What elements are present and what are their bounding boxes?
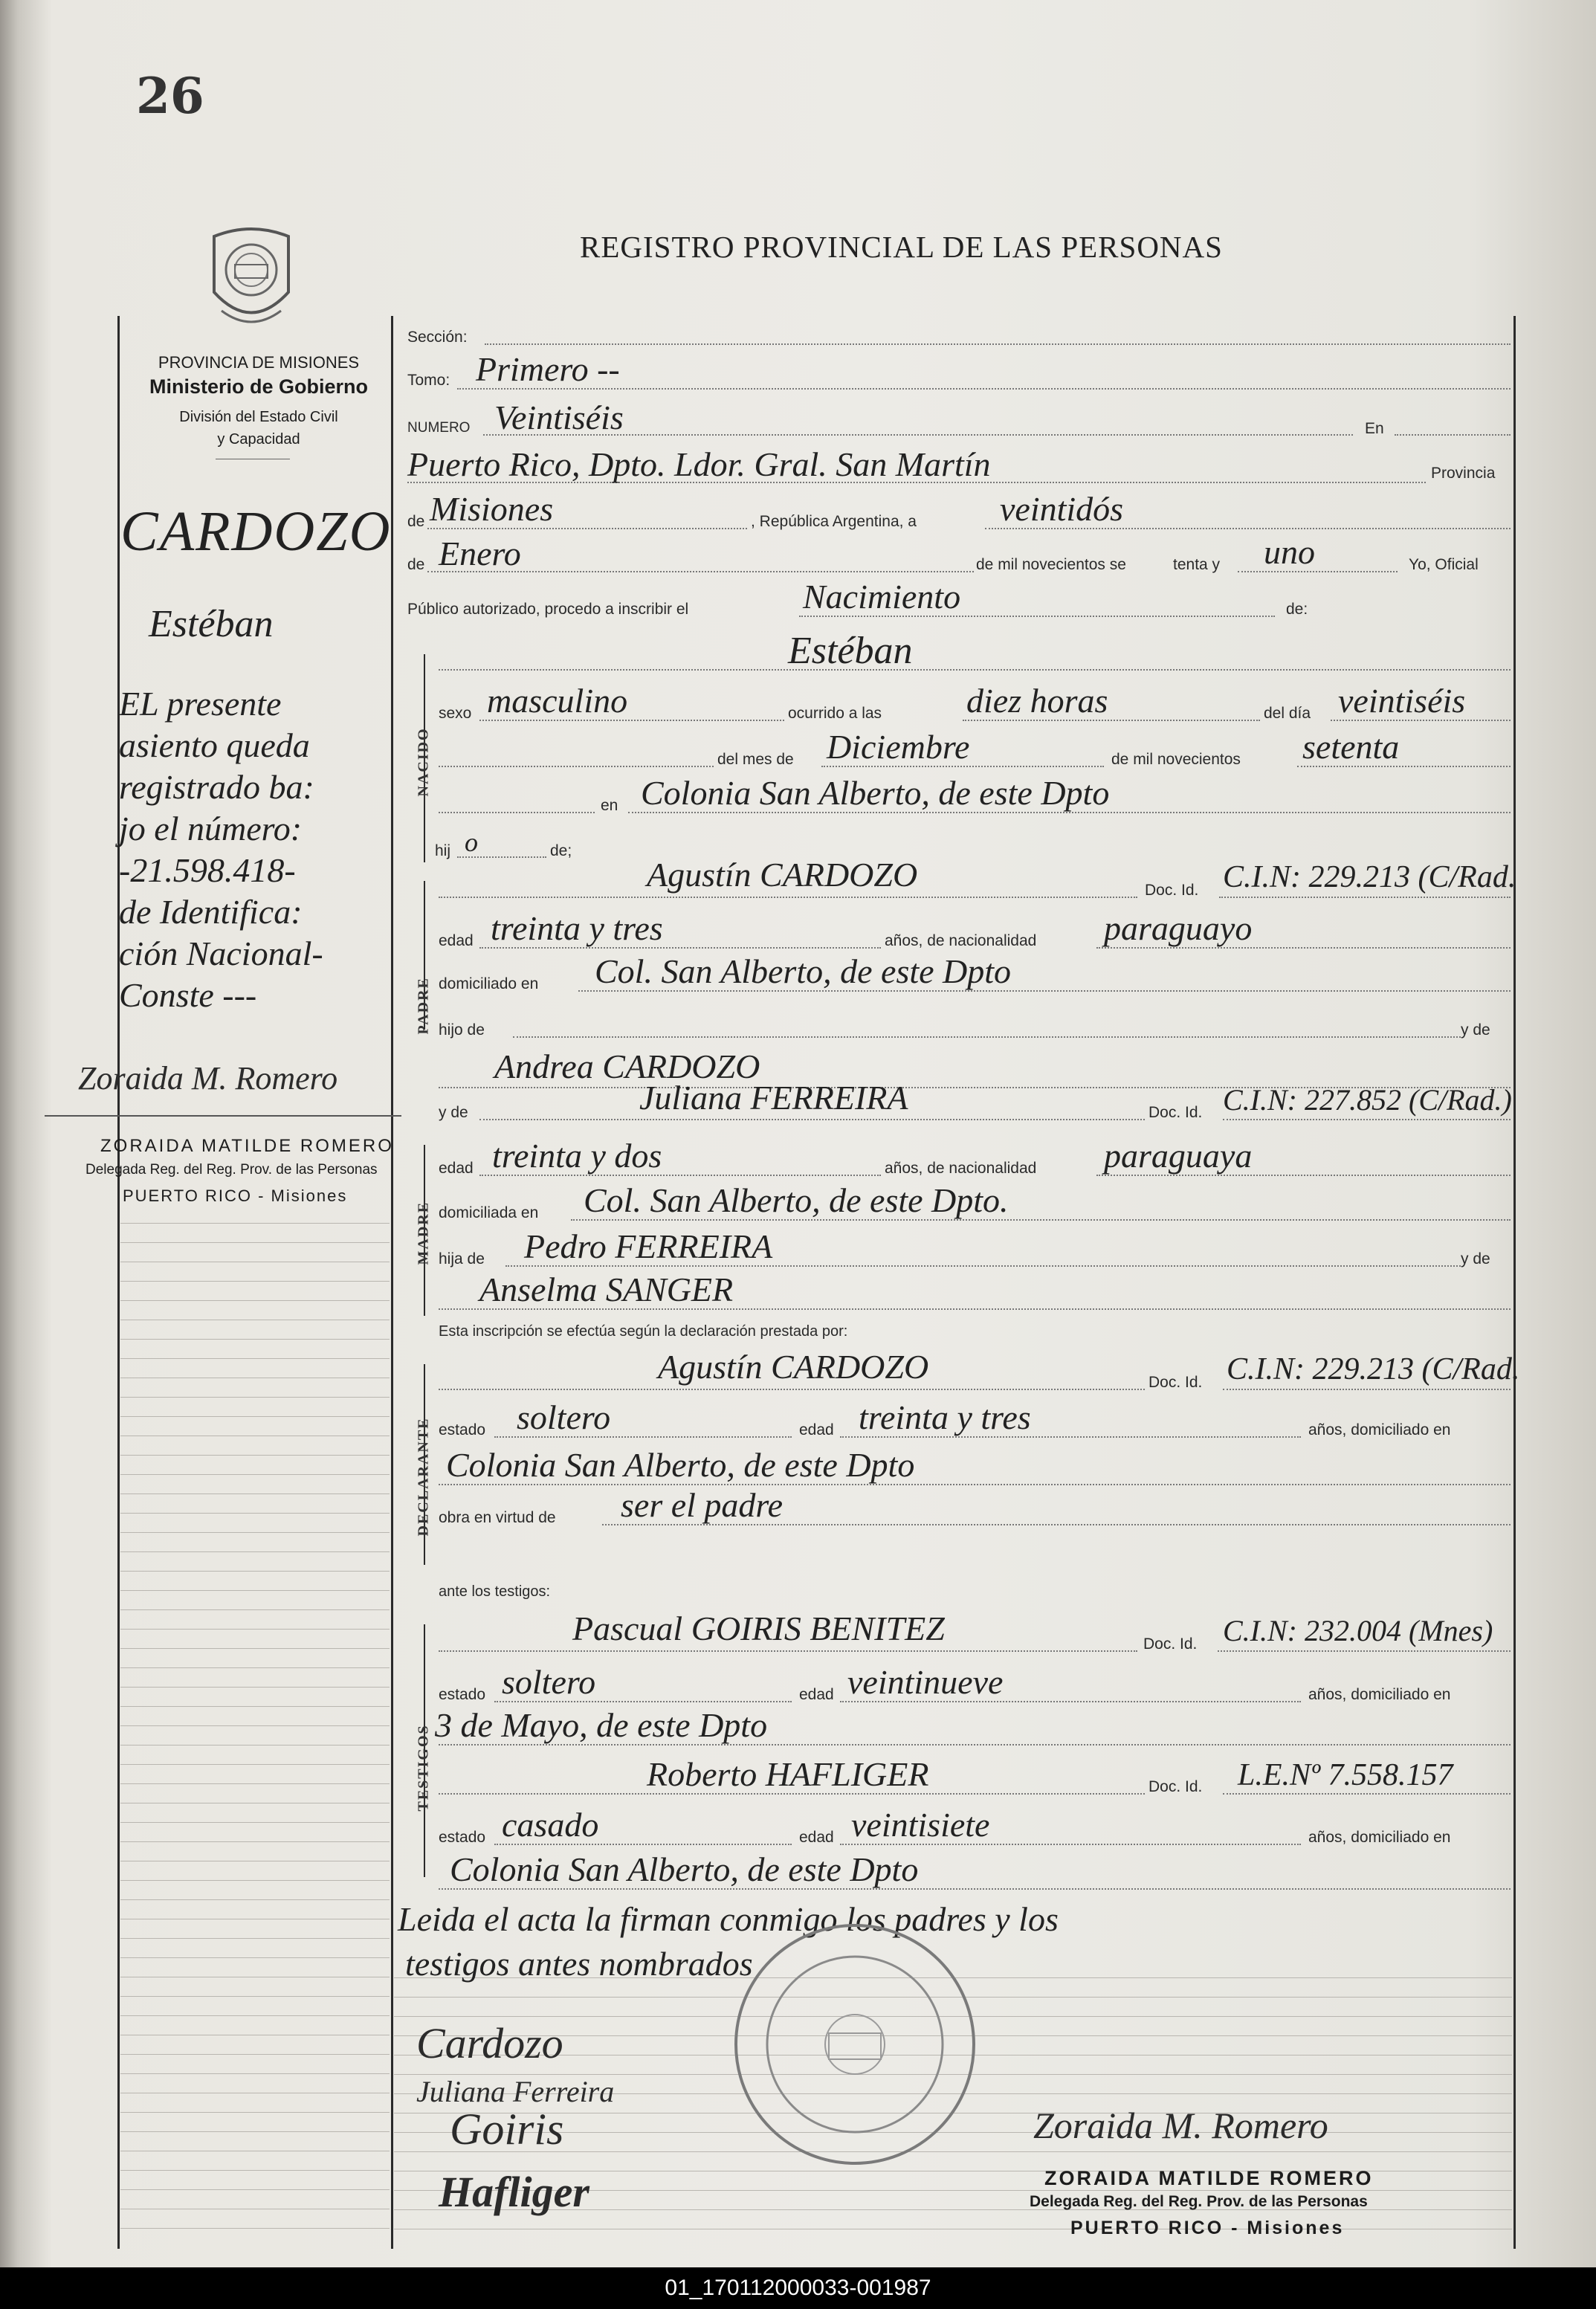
value-declarante-doc: C.I.N: 229.213 (C/Rad. <box>1227 1352 1520 1386</box>
ruled-line <box>120 1474 390 1475</box>
value-testigo1-domicilio: 3 de Mayo, de este Dpto <box>435 1706 768 1744</box>
label-del-mes: del mes de <box>717 751 794 768</box>
label-testigo2-doc: Doc. Id. <box>1148 1778 1203 1795</box>
label-declarante-doc: Doc. Id. <box>1148 1374 1203 1391</box>
label-provincia: Provincia <box>1431 465 1496 482</box>
value-declarante-edad: treinta y tres <box>859 1398 1031 1436</box>
label-yo-oficial: Yo, Oficial <box>1409 556 1479 573</box>
ruled-line <box>120 1590 390 1591</box>
label-sexo: sexo <box>439 705 472 722</box>
label-en-lugar: en <box>601 797 618 814</box>
ruled-line <box>120 1899 390 1900</box>
value-padre-nombre: Agustín CARDOZO <box>647 856 918 894</box>
value-anio-nacimiento: setenta <box>1302 728 1400 766</box>
registry-title: REGISTRO PROVINCIAL DE LAS PERSONAS <box>580 230 1223 264</box>
value-madre-nombre: Juliana FERREIRA <box>639 1079 908 1117</box>
ruled-line <box>120 1706 390 1707</box>
label-testigo1-estado: estado <box>439 1686 486 1703</box>
ruled-line <box>120 1551 390 1552</box>
label-testigo2-edad: edad <box>799 1829 834 1846</box>
dots-en-pre <box>439 812 595 813</box>
label-declarante-anos-dom: años, domiciliado en <box>1308 1421 1451 1438</box>
value-lugar-nacimiento: Colonia San Alberto, de este Dpto <box>641 774 1110 812</box>
value-declarante-estado: soltero <box>517 1398 611 1436</box>
label-y-de-padre: y de <box>1461 1021 1490 1039</box>
label-numero: NUMERO <box>407 420 471 436</box>
margin-stamp-role: Delegada Reg. del Reg. Prov. de las Personas <box>85 1162 378 1178</box>
ruled-line <box>120 1745 390 1746</box>
margin-signature-line <box>45 1115 401 1117</box>
value-testigo1-edad: veintinueve <box>847 1663 1004 1701</box>
label-de-mil: de mil novecientos se <box>976 556 1126 573</box>
ruled-line <box>120 1629 390 1630</box>
value-padre-doc: C.I.N: 229.213 (C/Rad. <box>1223 860 1516 894</box>
margin-note-line: jo el número: <box>119 810 303 847</box>
label-padre-domicilio: domiciliado en <box>439 975 539 992</box>
page-number: 26 <box>136 67 204 125</box>
margin-note-line: -21.598.418- <box>119 851 296 889</box>
margin-note-line: EL presente <box>119 685 282 723</box>
label-hijo-de: hijo de <box>439 1021 485 1039</box>
value-madre-nacionalidad: paraguaya <box>1104 1137 1253 1175</box>
value-testigo2-estado: casado <box>502 1806 599 1844</box>
dots-testigo1-nombre <box>439 1650 1137 1652</box>
dots-anio-registro <box>1238 571 1398 572</box>
section-label-declarante: DECLARANTE <box>415 1417 432 1537</box>
ruled-line <box>120 1609 390 1610</box>
dots-hijo <box>457 856 546 858</box>
value-mes-nacimiento: Diciembre <box>827 728 970 766</box>
label-publico: Público autorizado, procedo a inscribir el <box>407 601 689 618</box>
coat-of-arms-emblem <box>199 222 303 344</box>
dots-declarante-nombre <box>439 1389 1145 1390</box>
ruled-line <box>120 2131 390 2132</box>
value-hijo: o <box>465 827 478 857</box>
dots-testigo2-doc <box>1223 1793 1511 1795</box>
label-declarante-estado: estado <box>439 1421 486 1438</box>
label-testigo1-edad: edad <box>799 1686 834 1703</box>
label-de-mes: de <box>407 556 425 573</box>
value-anio-registro: uno <box>1264 533 1315 571</box>
section-label-madre: MADRE <box>415 1201 432 1265</box>
ruled-line <box>120 1725 390 1726</box>
value-madre-doc: C.I.N: 227.852 (C/Rad.) <box>1223 1083 1512 1117</box>
closing-statement-line1: Leida el acta la firman conmigo los padres y los <box>398 1900 1059 1938</box>
ruled-line <box>120 1358 390 1359</box>
margin-stamp-name: ZORAIDA MATILDE ROMERO <box>100 1136 394 1156</box>
ruled-line <box>120 2054 390 2055</box>
ruled-line <box>120 2170 390 2171</box>
label-madre-nac: años, de nacionalidad <box>885 1160 1037 1177</box>
ruled-line <box>120 1783 390 1784</box>
ministry-label: Ministerio de Gobierno <box>149 375 369 398</box>
value-abuela-materna: Anselma SANGER <box>479 1270 734 1308</box>
value-testigo1-estado: soltero <box>502 1663 596 1701</box>
dots-hijo-de <box>513 1036 1461 1038</box>
dots-en <box>1395 434 1511 436</box>
ruled-line <box>120 1764 390 1765</box>
dots-padre-nombre <box>439 897 1137 898</box>
label-de-padres: de; <box>550 842 572 859</box>
official-stamp-role: Delegada Reg. del Reg. Prov. de las Personas <box>1030 2193 1368 2210</box>
value-testigo2-nombre: Roberto HAFLIGER <box>647 1755 929 1793</box>
ruled-line <box>120 2189 390 2190</box>
dots-madre-nombre <box>479 1119 1145 1120</box>
value-declarante-virtud: ser el padre <box>621 1486 784 1524</box>
value-padre-domicilio: Col. San Alberto, de este Dpto <box>595 952 1012 990</box>
capacity-label: y Capacidad <box>217 431 300 448</box>
label-madre-edad: edad <box>439 1160 474 1177</box>
value-testigo2-domicilio: Colonia San Alberto, de este Dpto <box>450 1850 919 1888</box>
value-testigo1-doc: C.I.N: 232.004 (Mnes) <box>1223 1614 1493 1647</box>
label-testigo2-estado: estado <box>439 1829 486 1846</box>
label-padre-edad: edad <box>439 932 474 949</box>
ruled-line <box>120 1822 390 1823</box>
ruled-line <box>120 1493 390 1494</box>
value-testigo2-doc: L.E.Nº 7.558.157 <box>1238 1758 1453 1792</box>
section-label-nacido: NACIDO <box>415 727 432 797</box>
signature-father: Cardozo <box>416 2019 563 2067</box>
ruled-line <box>120 1300 390 1301</box>
value-provincia: Misiones <box>430 490 554 528</box>
ruled-line <box>120 1996 390 1997</box>
ruled-line <box>120 1455 390 1456</box>
dots-padre-doc <box>1219 897 1511 898</box>
value-testigo1-nombre: Pascual GOIRIS BENITEZ <box>572 1609 945 1647</box>
value-mes-registro: Enero <box>439 535 521 572</box>
signature-witness1: Goiris <box>450 2105 564 2154</box>
value-hora: diez horas <box>966 682 1108 720</box>
ruled-line <box>120 2112 390 2113</box>
label-hij: hij <box>435 842 451 859</box>
label-obra-virtud: obra en virtud de <box>439 1509 556 1526</box>
official-stamp-name: ZORAIDA MATILDE ROMERO <box>1044 2167 1374 2189</box>
label-declarante-edad: edad <box>799 1421 834 1438</box>
ruled-line <box>120 1648 390 1649</box>
label-y-de-abuela: y de <box>1461 1250 1490 1267</box>
label-republica: , República Argentina, a <box>751 513 917 530</box>
section-label-testigos: TESTIGOS <box>415 1724 432 1812</box>
ruled-line <box>120 1687 390 1688</box>
closing-statement-line2: testigos antes nombrados <box>405 1945 753 1983</box>
margin-divider-line <box>391 316 393 2249</box>
dots-testigo1-doc <box>1218 1650 1511 1652</box>
ruled-line <box>120 1667 390 1668</box>
label-seccion: Sección: <box>407 329 468 346</box>
label-testigo1-anos-dom: años, domiciliado en <box>1308 1686 1451 1703</box>
value-testigo2-edad: veintisiete <box>851 1806 990 1844</box>
ruled-line <box>120 1223 390 1224</box>
ruled-line <box>120 1938 390 1939</box>
ruled-line <box>120 2228 390 2229</box>
label-tomo: Tomo: <box>407 372 450 389</box>
label-testigo2-anos-dom: años, domiciliado en <box>1308 1829 1451 1846</box>
value-tomo: Primero -- <box>476 350 620 388</box>
ruled-line <box>120 2073 390 2074</box>
value-madre-edad: treinta y dos <box>492 1137 662 1175</box>
label-de-mil-nov: de mil novecientos <box>1111 751 1241 768</box>
ruled-line <box>120 1281 390 1282</box>
value-numero: Veintiséis <box>494 398 624 436</box>
ruled-line <box>120 1416 390 1417</box>
ruled-line <box>120 1339 390 1340</box>
ruled-line <box>120 1397 390 1398</box>
value-dia-nacimiento: veintiséis <box>1338 682 1466 720</box>
value-sexo: masculino <box>487 682 628 720</box>
footer-image-id: 01_170112000033-001987 <box>0 2267 1596 2309</box>
margin-given-name: Estéban <box>149 603 274 645</box>
value-nombre: Estéban <box>788 630 913 672</box>
value-padre-nacionalidad: paraguayo <box>1104 909 1253 947</box>
margin-official-signature: Zoraida M. Romero <box>78 1060 338 1097</box>
ruled-line <box>120 1571 390 1572</box>
section-label-padre: PADRE <box>415 977 432 1035</box>
label-del-dia: del día <box>1264 705 1311 722</box>
dots-mes-pre <box>439 766 714 767</box>
label-de-provincia: de <box>407 513 425 530</box>
ruled-line <box>120 1841 390 1842</box>
label-madre-doc: Doc. Id. <box>1148 1104 1203 1121</box>
label-hija-de: hija de <box>439 1250 485 1267</box>
margin-surname: CARDOZO <box>120 500 392 563</box>
label-ocurrido: ocurrido a las <box>788 705 882 722</box>
margin-note-line: registrado ba: <box>119 768 314 806</box>
ruled-line <box>120 1242 390 1243</box>
margin-note-line: Conste --- <box>119 976 257 1014</box>
label-tenta-y: tenta y <box>1173 556 1221 573</box>
ruled-line <box>120 1532 390 1533</box>
dots-seccion <box>485 343 1511 345</box>
signature-mother: Juliana Ferreira <box>416 2075 615 2108</box>
official-stamp-place: PUERTO RICO - Misiones <box>1070 2218 1345 2238</box>
margin-note-line: asiento queda <box>119 726 310 764</box>
official-signature: Zoraida M. Romero <box>1033 2105 1328 2146</box>
value-padre-edad: treinta y tres <box>491 909 663 947</box>
value-declarante-nombre: Agustín CARDOZO <box>658 1348 929 1386</box>
round-seal-stamp <box>732 1922 978 2171</box>
label-y-de-madre: y de <box>439 1104 468 1121</box>
signature-witness2: Hafliger <box>439 2168 589 2216</box>
margin-note-line: de Identifica: <box>119 893 303 931</box>
province-label: PROVINCIA DE MISIONES <box>158 353 360 372</box>
value-abuelo-materno: Pedro FERREIRA <box>524 1227 773 1265</box>
margin-note-line: ción Nacional- <box>119 934 323 972</box>
ruled-line <box>120 1513 390 1514</box>
label-de-colon: de: <box>1286 601 1308 618</box>
ruled-line <box>120 1880 390 1881</box>
label-padre-doc: Doc. Id. <box>1145 882 1199 899</box>
label-en: En <box>1365 420 1384 437</box>
dots-declarante-doc <box>1223 1389 1511 1390</box>
label-ante-testigos: ante los testigos: <box>439 1583 551 1600</box>
left-border-line <box>117 316 120 2249</box>
value-lugar: Puerto Rico, Dpto. Ldor. Gral. San Martín <box>407 445 991 483</box>
label-inscripcion: Esta inscripción se efectúa según la declaración prestada por: <box>439 1323 848 1340</box>
ruled-line <box>120 2015 390 2016</box>
dots-nombre <box>439 669 1511 671</box>
division-label: División del Estado Civil <box>179 409 338 425</box>
label-madre-domicilio: domiciliada en <box>439 1204 539 1221</box>
value-dia-registro: veintidós <box>1000 490 1124 528</box>
label-padre-nac: años, de nacionalidad <box>885 932 1037 949</box>
right-border-line <box>1513 316 1516 2249</box>
label-testigo1-doc: Doc. Id. <box>1143 1635 1198 1653</box>
margin-stamp-place: PUERTO RICO - Misiones <box>123 1186 348 1205</box>
value-abuela-paterna: Andrea CARDOZO <box>494 1047 760 1085</box>
value-acto: Nacimiento <box>803 578 961 616</box>
dots-madre-doc <box>1223 1119 1511 1120</box>
ruled-line <box>120 1957 390 1958</box>
value-declarante-domicilio: Colonia San Alberto, de este Dpto <box>446 1446 915 1484</box>
value-madre-domicilio: Col. San Alberto, de este Dpto. <box>584 1181 1009 1219</box>
